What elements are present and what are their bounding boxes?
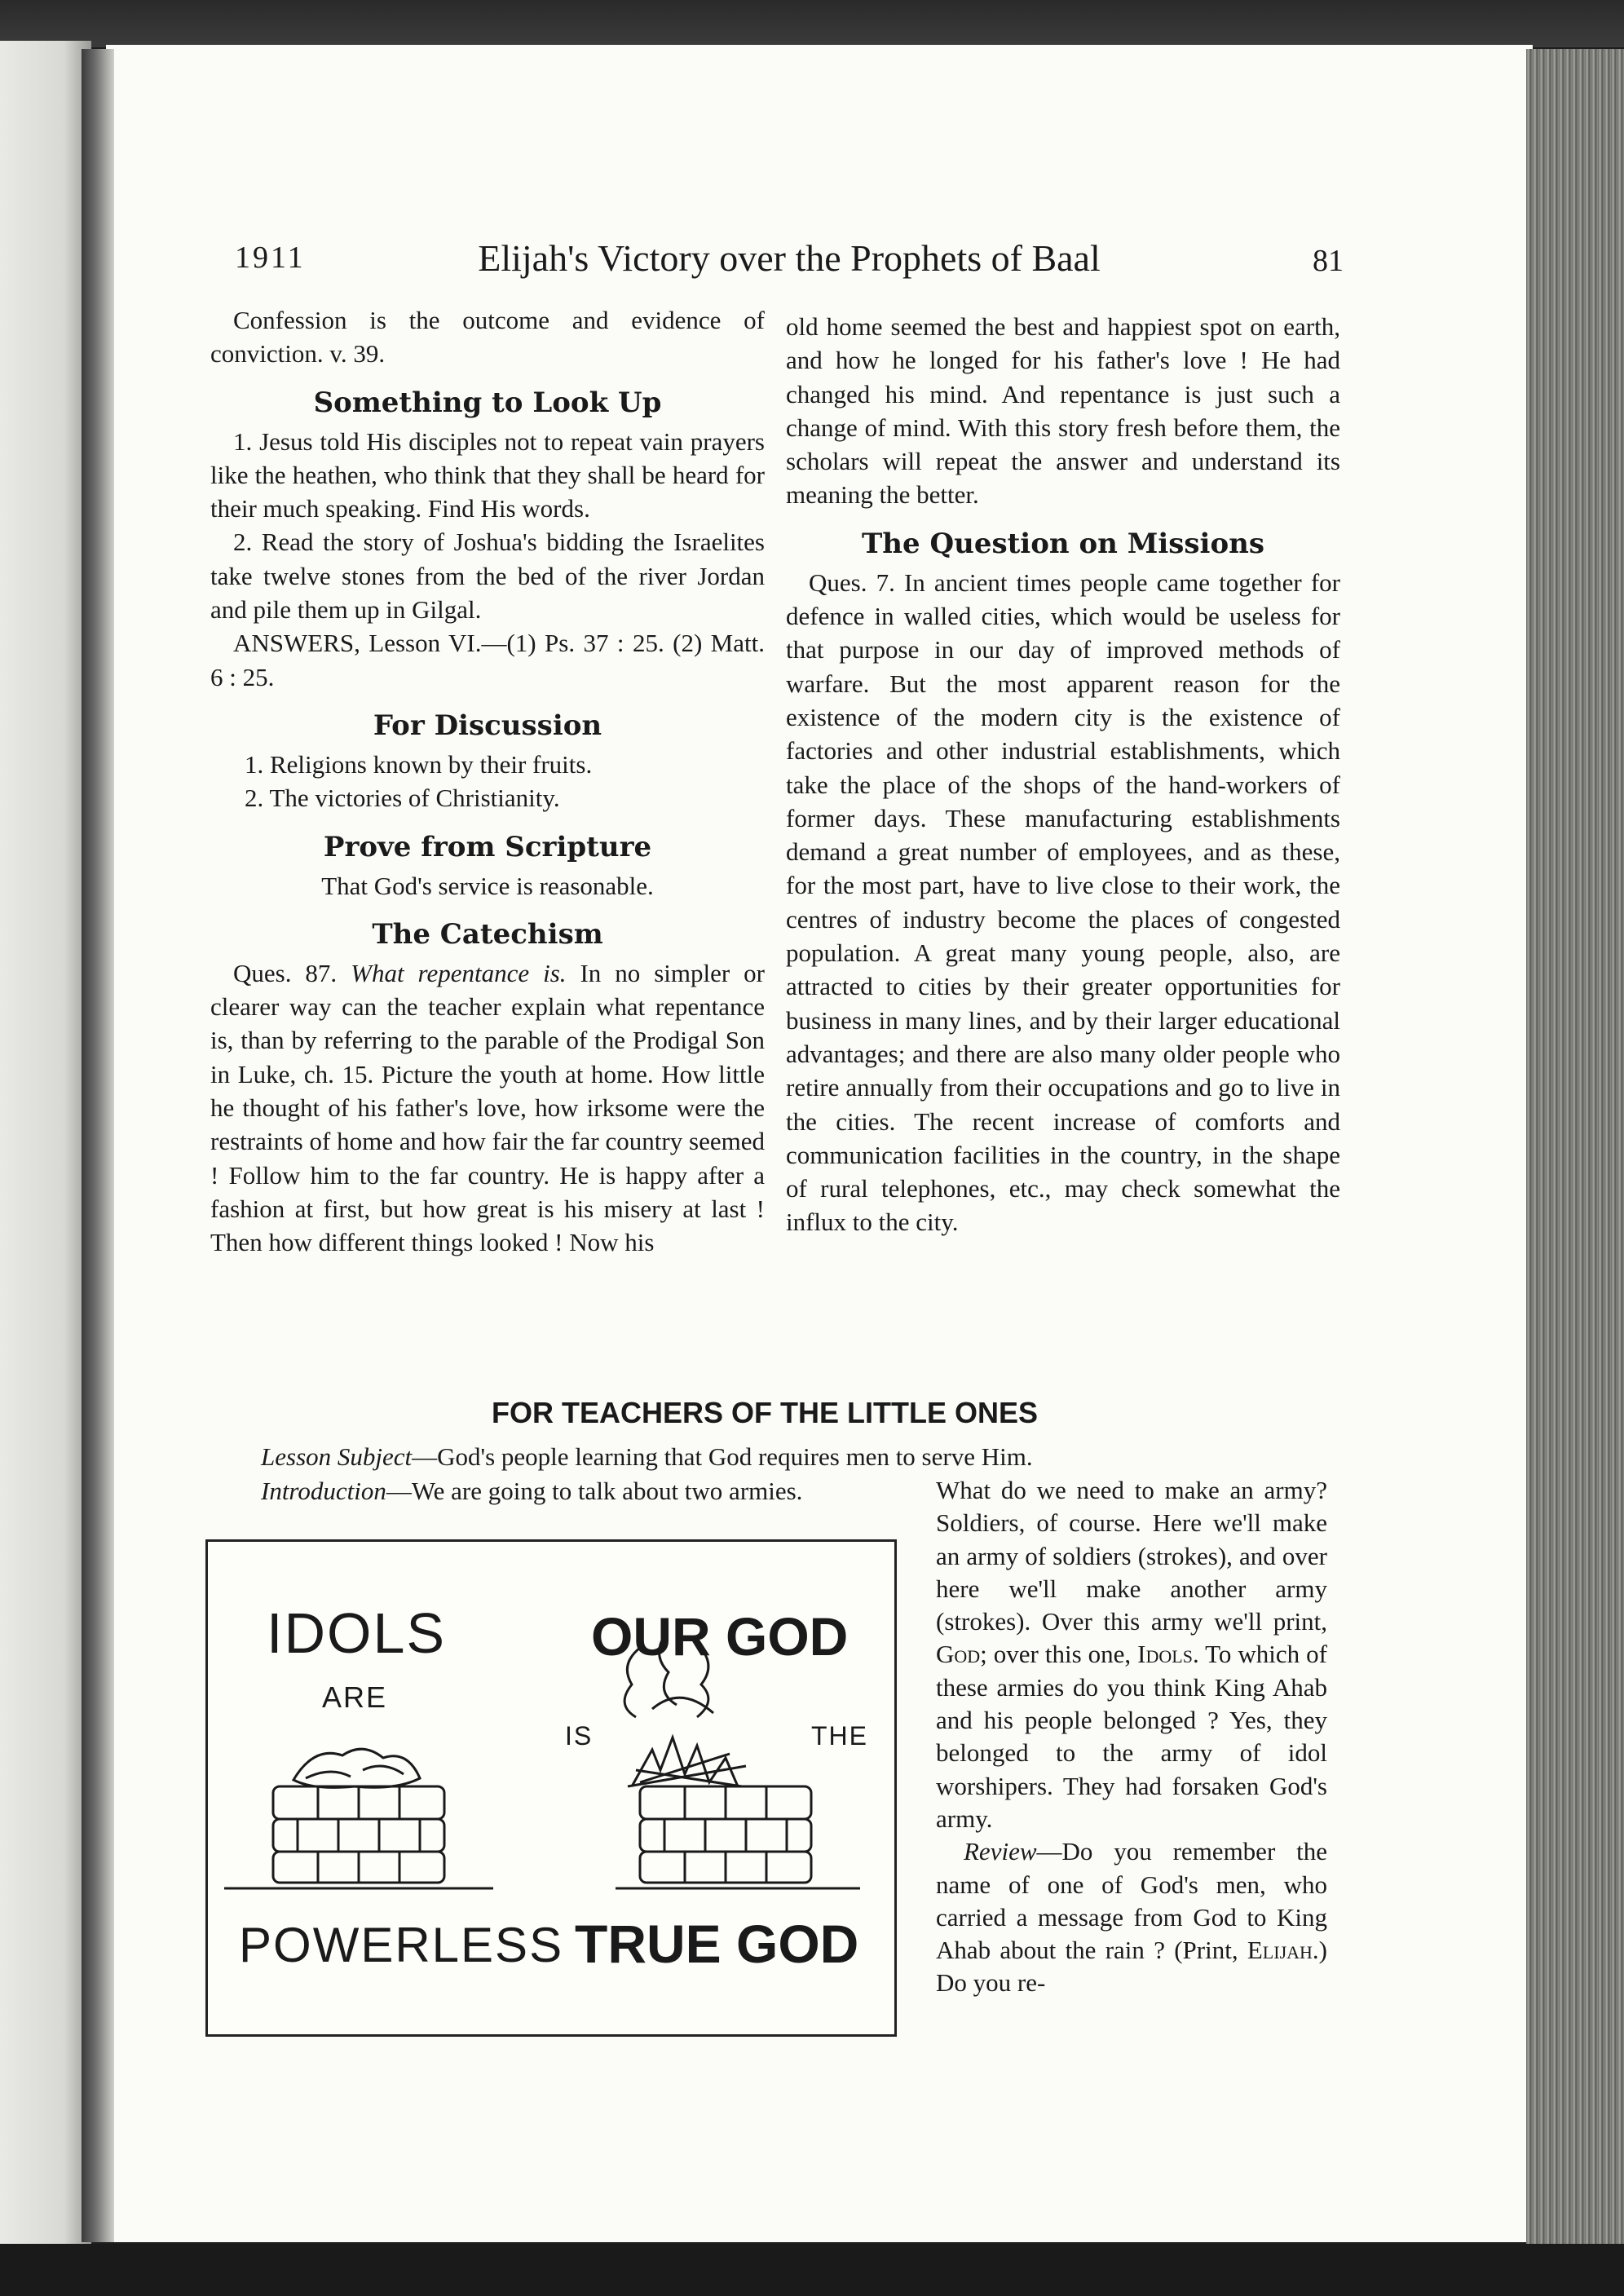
prove-text: That God's service is reasonable. (321, 871, 654, 900)
armies-text-b: ; over this one, (980, 1640, 1132, 1669)
idol-altar (224, 1749, 493, 1888)
god-word: God (936, 1640, 981, 1669)
opening-paragraph: Confession is the outcome and evidence of conviction. v. 39. (210, 306, 765, 369)
idol-altar-stones-top (293, 1749, 420, 1787)
catechism-continuation: old home seemed the best and happiest spot on earth, and how he longed for his father's love ! He had changed his mind. And repentance is just such a change of mind. With this story fresh before them, the scholars will repeat the answer and understand its meaning the better. (786, 312, 1340, 510)
little-ones-heading: FOR TEACHERS OF THE LITTLE ONES (491, 1396, 1038, 1429)
idols-word: Idols (1137, 1640, 1193, 1669)
missions-heading: The Question on Missions (862, 527, 1264, 560)
answers-line: ANSWERS, Lesson VI.—(1) Ps. 37 : 25. (2) Matt. 6 : 25. (210, 629, 765, 691)
the-label: THE (811, 1721, 868, 1751)
lesson-subject (261, 1440, 1321, 1473)
review-text-b: .) Do you re- (936, 1936, 1327, 1998)
introduction-text: —We are going to talk about two armies. (386, 1477, 803, 1505)
review-text-a: —Do you remember the name of one of God's men, who carried a message from God to King Ahab about the rain ? (Print, (936, 1837, 1327, 1965)
armies-text-a: What do we need to make an army? Soldiers, of course. Here we'll make an army of soldiers (strokes), and over here we'll make another army (strokes). Over this army we'll print, (936, 1476, 1327, 1636)
right-column (786, 310, 1340, 1239)
blackboard-illustration (205, 1539, 897, 2037)
discussion-heading: For Discussion (373, 709, 602, 742)
scan-bottom-edge (0, 2244, 1624, 2296)
little-ones-wrap-text (936, 1474, 1327, 2000)
introduction-label: Introduction (261, 1477, 386, 1505)
missions-text: Ques. 7. In ancient times people came together for defence in walled cities, which would be useless for that purpose in our day of improved methods of warfare. But the most apparent reason for the existence of the modern city is the existence of factories and other industrial establishments, which take the place of the shops of the hand-workers of former days. These manufacturing establishments demand a great number of employees, and as these, for the most part, have to live close to their work, the centres of industry become the places of congested population. A great many young people, also, are attracted to cities by their greater opportunities for business in many lines, and by their larger educational advantages; and there are also many older people who retire annually from their occupations and go to live in the cities. The recent increase of comforts and communication facilities in the country, in the shape of rural telephones, etc., may check somewhat the influx to the city. (786, 567, 1340, 1237)
catechism-question: What repentance is. (351, 958, 567, 987)
discussion-item: 2. The victories of Christianity. (245, 784, 560, 813)
review-paragraph (936, 1835, 1327, 1999)
idol-altar-stone-lines (306, 1766, 404, 1778)
discussion-list (210, 748, 765, 815)
catechism-heading: The Catechism (372, 917, 603, 951)
are-label: ARE (322, 1680, 388, 1714)
look-up-item-1: 1. Jesus told His disciples not to repeat vain prayers like the heathen, who think that they shall be heard for their much speaking. Find His words. (210, 426, 765, 523)
is-label: IS (565, 1721, 594, 1751)
true-god-label: TRUE GOD (575, 1914, 859, 1974)
book-gutter (82, 49, 114, 2242)
prove-heading: Prove from Scripture (323, 830, 652, 863)
idols-label: IDOLS (267, 1601, 447, 1665)
look-up-heading: Something to Look Up (313, 386, 662, 419)
running-head (235, 236, 1344, 285)
powerless-label: POWERLESS (239, 1918, 564, 1972)
look-up-item-2: 2. Read the story of Joshua's bidding the Israelites take twelve stones from the bed of the river Jordan and pile them up in Gilgal. (210, 528, 765, 625)
page-number: 81 (1313, 244, 1344, 278)
running-head-title: Elijah's Victory over the Prophets of Baal (478, 237, 1101, 279)
elijah-word: Elijah (1247, 1936, 1313, 1965)
armies-paragraph (936, 1474, 1327, 1835)
page-stack-edges (1526, 49, 1624, 2250)
lesson-subject-label: Lesson Subject (261, 1442, 413, 1471)
catechism-paragraph (210, 956, 765, 1260)
discussion-item: 1. Religions known by their fruits. (245, 749, 593, 779)
running-head-year: 1911 (235, 241, 306, 275)
review-label: Review (964, 1837, 1037, 1866)
armies-text-c: . To which of these armies do you think King Ahab and his people belonged ? Yes, they belonged to the army of idol worshipers. They had forsaken God's army. (936, 1640, 1327, 1833)
our-god-label: OUR GOD (591, 1606, 849, 1667)
previous-page-edge (0, 41, 91, 2258)
catechism-text: In no simpler or clearer way can the teacher explain what repentance is, than by referring to the parable of the Prodigal Son in Luke, ch. 15. Picture the youth at home. How little he thought of his father's love, how irksome were the restraints of home and how fair the far country seemed ! Follow him to the far country. He is happy after a fashion at first, but how great is his misery at last ! Then how different things looked ! Now his (210, 958, 766, 1257)
lesson-subject-text: —God's people learning that God requires men to serve Him. (412, 1442, 1033, 1471)
catechism-lead: Ques. 87. (233, 958, 338, 987)
left-column (210, 303, 765, 1260)
introduction-lead (261, 1474, 929, 1508)
god-altar (616, 1636, 860, 1888)
scan-top-edge (0, 0, 1624, 47)
